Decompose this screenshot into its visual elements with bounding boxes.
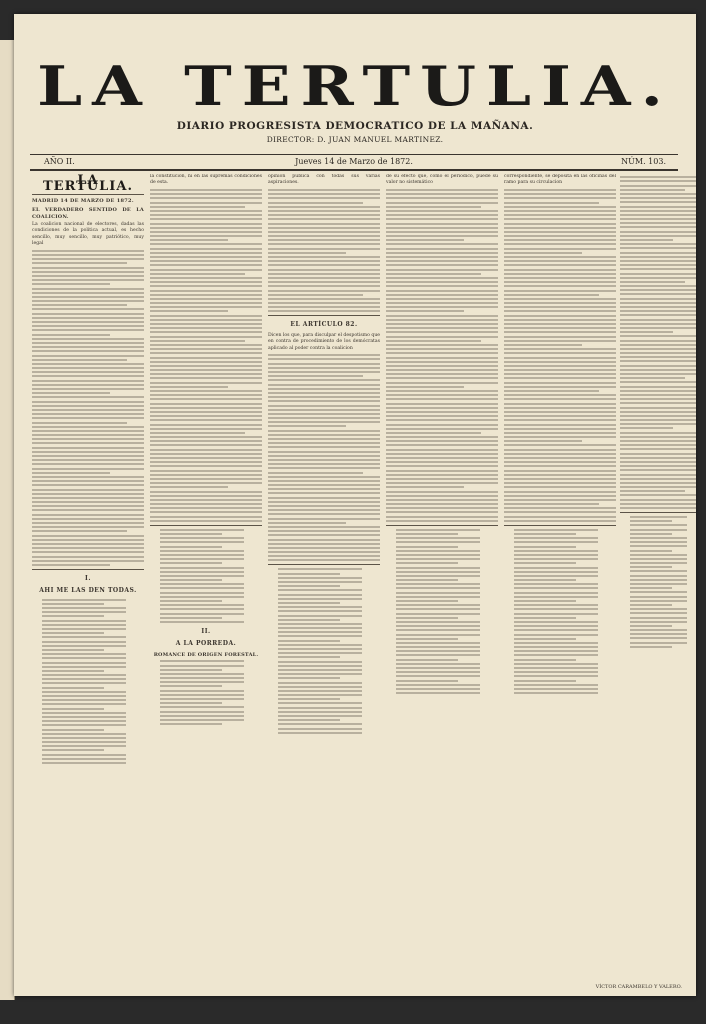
- column-3-verse: [268, 568, 380, 733]
- newspaper-page: [14, 14, 696, 996]
- issue-number: NÚM. 103.: [621, 157, 666, 166]
- column-5-opening: correspondiente, se deposita en las oficinas del ramo para su circulacion: [504, 174, 616, 186]
- issue-year: AÑO II.: [44, 157, 75, 166]
- column-5: [504, 174, 616, 982]
- romance-body: [150, 660, 262, 725]
- column-5-verse: [504, 529, 616, 694]
- column-4-opening: de su efecto que, como el periódico, puede su valor no sistemático: [386, 174, 498, 186]
- poem-title: AHI ME LAS DEN TODAS.: [39, 587, 137, 595]
- column-2-opening: la constitucion, ni en las supremas condiciones de esta.: [150, 174, 262, 186]
- part-subtitle: ROMANCE DE ORIGEN FORESTAL.: [153, 651, 259, 658]
- masthead: [14, 52, 696, 144]
- column-3-body: [268, 189, 380, 312]
- issue-date: Jueves 14 de Marzo de 1872.: [295, 157, 413, 166]
- column-2: [150, 174, 262, 982]
- column-2-body: [150, 189, 262, 522]
- poem-number: I.: [85, 574, 91, 582]
- poem-body: [32, 599, 144, 764]
- newspaper-subtitle: DIARIO PROGRESISTA DEMOCRATICO DE LA MAÑANA.: [176, 120, 534, 132]
- column-5-body: [504, 189, 616, 522]
- article-82-title: EL ARTÍCULO 82.: [290, 321, 358, 329]
- column-6: [620, 174, 696, 982]
- article-body: [32, 250, 144, 566]
- column-4-body: [386, 189, 498, 522]
- signature: VÍCTOR CARAMBELO Y VALERO.: [595, 984, 682, 990]
- article-opening: La coalicion nacional de electores, dadas las condiciones de la politica actual, es hecho sencillo, muy sencillo, muy patriótico, muy legal: [32, 222, 144, 247]
- column-2-verse: [150, 529, 262, 623]
- article-82-body: [268, 354, 380, 561]
- section-title: LA TERTULIA.: [42, 174, 133, 195]
- newspaper-director: DIRECTOR: D. JUAN MANUEL MARTINEZ.: [266, 135, 444, 144]
- issue-info-bar: [30, 154, 678, 171]
- dateline: MADRID 14 DE MARZO DE 1872.: [32, 197, 134, 204]
- article-82-opening: Dicen los que, para disculpar el despotismo que en contra de procedimiento de los demócratas aplicado al poder contra la coalicion: [268, 332, 380, 351]
- part-number: II.: [201, 627, 211, 635]
- column-4-verse: [386, 529, 498, 694]
- part-title: A LA PORREDA.: [175, 640, 237, 648]
- column-4: [386, 174, 498, 982]
- column-3: [268, 174, 380, 982]
- column-1: [32, 174, 144, 982]
- column-6-body: [620, 176, 696, 509]
- column-3-opening: opinion pública con todas sus varias aspiraciones.: [268, 174, 380, 186]
- article-headline: EL VERDADERO SENTIDO DE LA COALICION.: [32, 207, 144, 220]
- previous-page-edge: [0, 40, 15, 1000]
- newspaper-title: LA TERTULIA.: [37, 54, 673, 119]
- column-6-verse: [620, 516, 696, 648]
